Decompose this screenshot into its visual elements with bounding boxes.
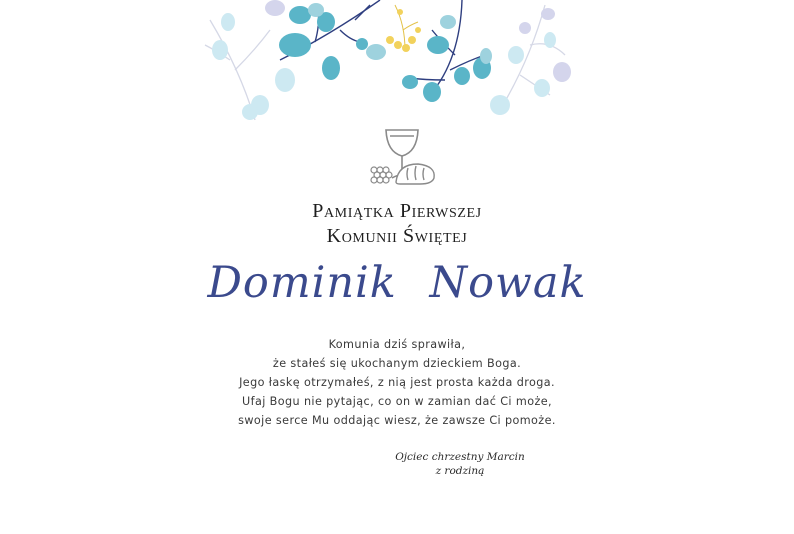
verse-line-4: Ufaj Bogu nie pytając, co on w zamian dać Ci może,: [242, 395, 552, 408]
signature-line-2: z rodziną: [435, 465, 485, 477]
floral-branches-decoration: [200, 0, 600, 130]
verse-block: [0, 335, 794, 430]
signature: [380, 450, 540, 478]
communion-symbol: [362, 122, 442, 190]
title-line-1: Pamiątka Pierwszej: [312, 200, 482, 222]
title-line-2: Komunii Świętej: [326, 225, 468, 247]
signature-line-1: Ojciec chrzestny Marcin: [395, 451, 525, 463]
verse-line-5: swoje serce Mu oddając wiesz, że zawsze Ci pomoże.: [238, 414, 556, 427]
verse-line-3: Jego łaskę otrzymałeś, z nią jest prosta każda droga.: [239, 376, 555, 389]
child-name: Dominik Nowak: [207, 258, 587, 308]
verse-line-2: że stałeś się ukochanym dzieckiem Boga.: [272, 357, 522, 370]
grapes-icon: [371, 167, 392, 183]
verse-line-1: Komunia dziś sprawiła,: [328, 338, 466, 351]
